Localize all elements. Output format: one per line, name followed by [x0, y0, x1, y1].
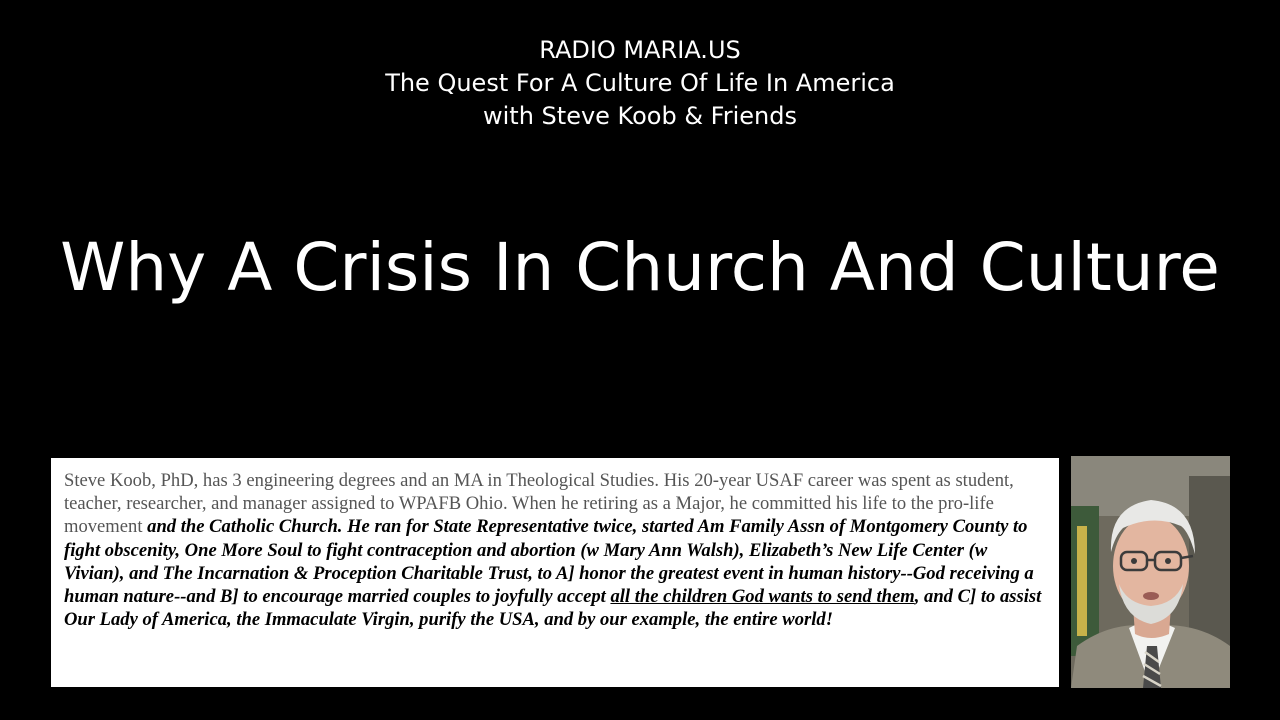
- show-title: The Quest For A Culture Of Life In America: [385, 69, 895, 97]
- bio-emphasis-before: and the Catholic Church. He ran for State Representative twice, started Am Family Assn of Montgomery County to fight obscenity, One More Soul to fight contraception and abortion (w Mary Ann Walsh), Elizabeth’s New Life Center (w Vivian), and The Incarnation & Proception Charitable Trust, to A] honor the greatest event in human history--God receiving a human nature--and B] to encourage married couples to joyfully accept: [64, 516, 1034, 608]
- station-name: RADIO MARIA.US: [539, 36, 741, 64]
- show-header: [0, 34, 1280, 133]
- bio-emphasis-text: [64, 516, 1041, 630]
- speaker-portrait-image: [1071, 456, 1230, 688]
- bio-underlined-text: all the children God wants to send them: [610, 586, 915, 608]
- bio-plain-text: Steve Koob, PhD, has 3 engineering degrees and an MA in Theological Studies. His 20-year USAF career was spent as student, teacher, researcher, and manager assigned to WPAFB Ohio. When he retiring as a Major, he committed his life to the pro-life movement: [64, 470, 1014, 538]
- episode-title: Why A Crisis In Church And Culture: [60, 229, 1220, 306]
- bio-panel: [51, 458, 1059, 687]
- bio-emphasis-after: , and C] to assist Our Lady of America, the Immaculate Virgin, purify the USA, and by our example, the entire world!: [64, 586, 1042, 631]
- show-hosts: with Steve Koob & Friends: [483, 102, 797, 130]
- speaker-portrait: [1071, 456, 1230, 688]
